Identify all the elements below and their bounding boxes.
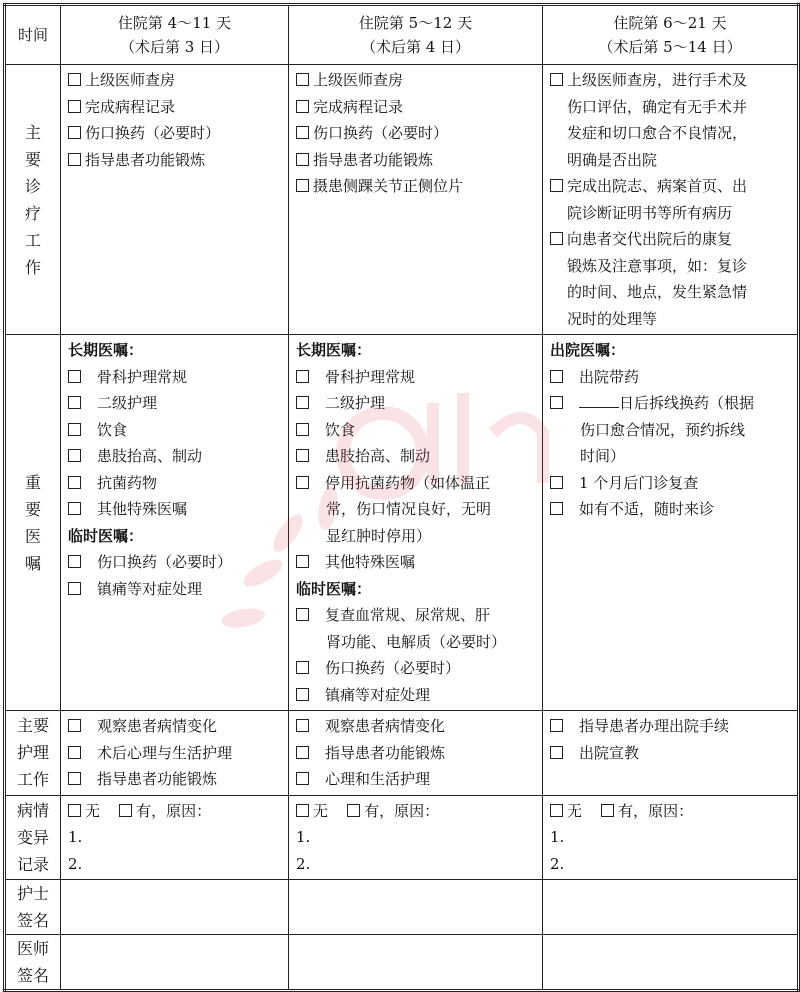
checkbox-item[interactable]: 二级护理 — [296, 390, 537, 417]
checkbox-item[interactable]: 二级护理 — [68, 390, 283, 417]
checkbox-icon[interactable] — [296, 449, 309, 462]
nurse-sign-col1[interactable] — [61, 880, 289, 935]
doctor-sign-label: 医师 签名 — [5, 935, 61, 991]
reason-line-2[interactable]: 2. — [296, 854, 311, 873]
reason-line-2[interactable]: 2. — [550, 854, 565, 873]
checkbox-item[interactable]: 观察患者病情变化 — [296, 713, 537, 740]
time-header: 时间 — [5, 5, 61, 65]
checkbox-icon[interactable] — [550, 370, 563, 383]
checkbox-item[interactable]: 向患者交代出院后的康复 — [550, 226, 792, 253]
nurse-sign-col2[interactable] — [289, 880, 543, 935]
variation-options: 无 有，原因： — [296, 798, 537, 825]
checkbox-icon[interactable] — [68, 100, 81, 113]
item-continuation: 发症和切口愈合不良情况， — [567, 124, 748, 142]
checkbox-icon[interactable] — [68, 772, 81, 785]
checkbox-icon[interactable] — [296, 423, 309, 436]
header-row — [5, 5, 799, 65]
checkbox-item[interactable]: 观察患者病情变化 — [68, 713, 283, 740]
checkbox-item[interactable]: 伤口换药（必要时） — [296, 120, 537, 147]
checkbox-icon[interactable] — [296, 608, 309, 621]
checkbox-icon[interactable] — [68, 73, 81, 86]
nurse-sign-row — [5, 880, 799, 935]
col3-header: 住院第 6～21 天 （术后第 5～14 日） — [543, 5, 799, 65]
col2-header: 住院第 5～12 天 （术后第 4 日） — [289, 5, 543, 65]
checkbox-item[interactable]: 上级医师查房，进行手术及 — [550, 67, 792, 94]
item-continuation: 常，伤口情况良好，无明 — [326, 500, 492, 518]
doctor-sign-row — [5, 935, 799, 991]
checkbox-icon[interactable] — [550, 719, 563, 732]
checkbox-item[interactable]: 镇痛等对症处理 — [68, 576, 283, 603]
checkbox-icon[interactable] — [68, 449, 81, 462]
reason-line-1[interactable]: 1. — [296, 828, 311, 846]
checkbox-none[interactable] — [68, 804, 81, 817]
variation-label: 病情 变异 记录 — [5, 795, 61, 880]
checkbox-icon[interactable] — [550, 396, 563, 409]
checkbox-item[interactable]: 其他特殊医嘱 — [68, 496, 283, 523]
checkbox-icon[interactable] — [296, 153, 309, 166]
discharge-orders-title: 出院医嘱： — [550, 341, 626, 359]
checkbox-item[interactable]: 上级医师查房 — [296, 67, 537, 94]
checkbox-icon[interactable] — [68, 582, 81, 595]
checkbox-item[interactable]: 出院带药 — [550, 364, 792, 391]
checkbox-item[interactable]: 其他特殊医嘱 — [296, 549, 537, 576]
days-blank-field[interactable] — [579, 393, 619, 408]
item-continuation: 肾功能、电解质（必要时） — [326, 632, 507, 651]
nurse-sign-label: 护士 签名 — [5, 880, 61, 935]
checkbox-icon[interactable] — [68, 396, 81, 409]
checkbox-icon[interactable] — [296, 179, 309, 192]
checkbox-icon[interactable] — [296, 476, 309, 489]
checkbox-icon[interactable] — [296, 688, 309, 701]
checkbox-yes[interactable] — [119, 804, 132, 817]
main-work-col3 — [543, 65, 799, 335]
checkbox-item[interactable]: 1 个月后门诊复查 — [550, 470, 792, 497]
checkbox-icon[interactable] — [68, 370, 81, 383]
reason-line-2[interactable]: 2. — [68, 854, 83, 873]
checkbox-icon[interactable] — [296, 396, 309, 409]
item-continuation: 锻炼及注意事项，如：复诊 — [567, 256, 748, 275]
checkbox-item[interactable]: 伤口换药（必要时） — [68, 549, 283, 576]
nurse-sign-col3[interactable] — [543, 880, 799, 935]
item-continuation: 院诊断证明书等所有病历 — [567, 203, 733, 222]
checkbox-icon[interactable] — [296, 370, 309, 383]
variation-row — [5, 795, 799, 880]
temporary-orders-title: 临时医嘱： — [296, 579, 372, 598]
checkbox-item[interactable]: 指导患者功能锻炼 — [296, 147, 537, 174]
variation-options: 无 有，原因： — [68, 798, 283, 825]
checkbox-icon[interactable] — [68, 126, 81, 139]
checkbox-item[interactable]: 指导患者功能锻炼 — [296, 740, 537, 767]
checkbox-icon[interactable] — [68, 555, 81, 568]
orders-label: 重 要 医 嘱 — [5, 335, 61, 711]
main-work-col1 — [61, 65, 289, 335]
checkbox-item[interactable]: 出院宣教 — [550, 740, 792, 767]
nursing-row — [5, 711, 799, 796]
doctor-sign-col3[interactable] — [543, 935, 799, 991]
checkbox-none[interactable] — [550, 804, 563, 817]
checkbox-icon[interactable] — [296, 772, 309, 785]
checkbox-icon[interactable] — [296, 661, 309, 674]
checkbox-icon[interactable] — [550, 476, 563, 489]
checkbox-item[interactable]: 镇痛等对症处理 — [296, 682, 537, 709]
checkbox-item[interactable]: 上级医师查房 — [68, 67, 283, 94]
variation-options: 无 有，原因： — [550, 798, 792, 825]
main-work-col2 — [289, 65, 543, 335]
checkbox-item[interactable]: 摄患侧踝关节正侧位片 — [296, 173, 537, 200]
orders-row — [5, 335, 799, 711]
checkbox-icon[interactable] — [68, 423, 81, 436]
orders-col1 — [61, 335, 289, 711]
variation-col3 — [543, 795, 799, 880]
nursing-label: 主要 护理 工作 — [5, 711, 61, 796]
checkbox-icon[interactable] — [550, 502, 563, 515]
checkbox-icon[interactable] — [296, 746, 309, 759]
checkbox-item[interactable]: 患肢抬高、制动 — [68, 443, 283, 470]
checkbox-icon[interactable] — [550, 179, 563, 192]
checkbox-item[interactable]: 伤口换药（必要时） — [68, 120, 283, 147]
checkbox-item[interactable]: 患肢抬高、制动 — [296, 443, 537, 470]
main-work-label: 主 要 诊 疗 工 作 — [5, 65, 61, 335]
nursing-col3 — [543, 711, 799, 796]
checkbox-yes[interactable] — [347, 804, 360, 817]
temporary-orders-title: 临时医嘱： — [68, 526, 144, 545]
main-work-row — [5, 65, 799, 335]
item-continuation: 伤口愈合情况，预约拆线 — [580, 420, 746, 439]
checkbox-icon[interactable] — [68, 502, 81, 515]
item-continuation: 的时间、地点，发生紧急情 — [567, 283, 748, 301]
doctor-sign-col2[interactable] — [289, 935, 543, 991]
checkbox-icon[interactable] — [550, 232, 563, 245]
item-continuation: 显红肿时停用） — [326, 526, 432, 545]
checkbox-icon[interactable] — [68, 719, 81, 732]
item-continuation: 况时的处理等 — [567, 309, 658, 328]
checkbox-icon[interactable] — [550, 73, 563, 86]
checkbox-item[interactable]: 术后心理与生活护理 — [68, 740, 283, 767]
checkbox-item[interactable]: 饮食 — [296, 417, 537, 444]
checkbox-icon[interactable] — [296, 100, 309, 113]
checkbox-item[interactable]: 指导患者功能锻炼 — [68, 147, 283, 174]
checkbox-item[interactable]: 指导患者办理出院手续 — [550, 713, 792, 740]
checkbox-item[interactable]: 停用抗菌药物（如体温正 — [296, 470, 537, 497]
checkbox-item[interactable]: 完成病程记录 — [296, 94, 537, 121]
checkbox-icon[interactable] — [68, 153, 81, 166]
checkbox-item[interactable]: 完成病程记录 — [68, 94, 283, 121]
item-continuation: 伤口评估，确定有无手术并 — [567, 97, 748, 116]
checkbox-item[interactable]: 指导患者功能锻炼 — [68, 766, 283, 793]
checkbox-item[interactable]: 复查血常规、尿常规、肝 — [296, 602, 537, 629]
checkbox-item[interactable]: 日后拆线换药（根据 — [550, 390, 792, 417]
checkbox-none[interactable] — [296, 804, 309, 817]
checkbox-icon[interactable] — [296, 555, 309, 568]
doctor-sign-col1[interactable] — [61, 935, 289, 991]
orders-col3 — [543, 335, 799, 711]
checkbox-icon[interactable] — [68, 746, 81, 759]
long-term-orders-title: 长期医嘱： — [68, 341, 144, 359]
checkbox-icon[interactable] — [296, 126, 309, 139]
checkbox-icon[interactable] — [550, 746, 563, 759]
checkbox-item[interactable]: 骨科护理常规 — [296, 364, 537, 391]
checkbox-item[interactable]: 抗菌药物 — [68, 470, 283, 497]
long-term-orders-title: 长期医嘱： — [296, 341, 372, 359]
col1-header: 住院第 4～11 天 （术后第 3 日） — [61, 5, 289, 65]
checkbox-item[interactable]: 完成出院志、病案首页、出 — [550, 173, 792, 200]
variation-col2 — [289, 795, 543, 880]
item-continuation: 明确是否出院 — [567, 150, 658, 169]
reason-line-1[interactable]: 1. — [550, 828, 565, 846]
checkbox-item[interactable]: 如有不适，随时来诊 — [550, 496, 792, 523]
reason-line-1[interactable]: 1. — [68, 828, 83, 846]
orders-col2 — [289, 335, 543, 711]
variation-col1 — [61, 795, 289, 880]
checkbox-yes[interactable] — [601, 804, 614, 817]
clinical-pathway-page — [3, 3, 797, 985]
clinical-pathway-table — [3, 3, 800, 992]
checkbox-icon[interactable] — [68, 476, 81, 489]
checkbox-item[interactable]: 饮食 — [68, 417, 283, 444]
checkbox-item[interactable]: 骨科护理常规 — [68, 364, 283, 391]
nursing-col1 — [61, 711, 289, 796]
checkbox-item[interactable]: 心理和生活护理 — [296, 766, 537, 793]
checkbox-icon[interactable] — [296, 719, 309, 732]
nursing-col2 — [289, 711, 543, 796]
checkbox-icon[interactable] — [296, 73, 309, 86]
checkbox-item[interactable]: 伤口换药（必要时） — [296, 655, 537, 682]
item-continuation: 时间） — [580, 447, 626, 465]
